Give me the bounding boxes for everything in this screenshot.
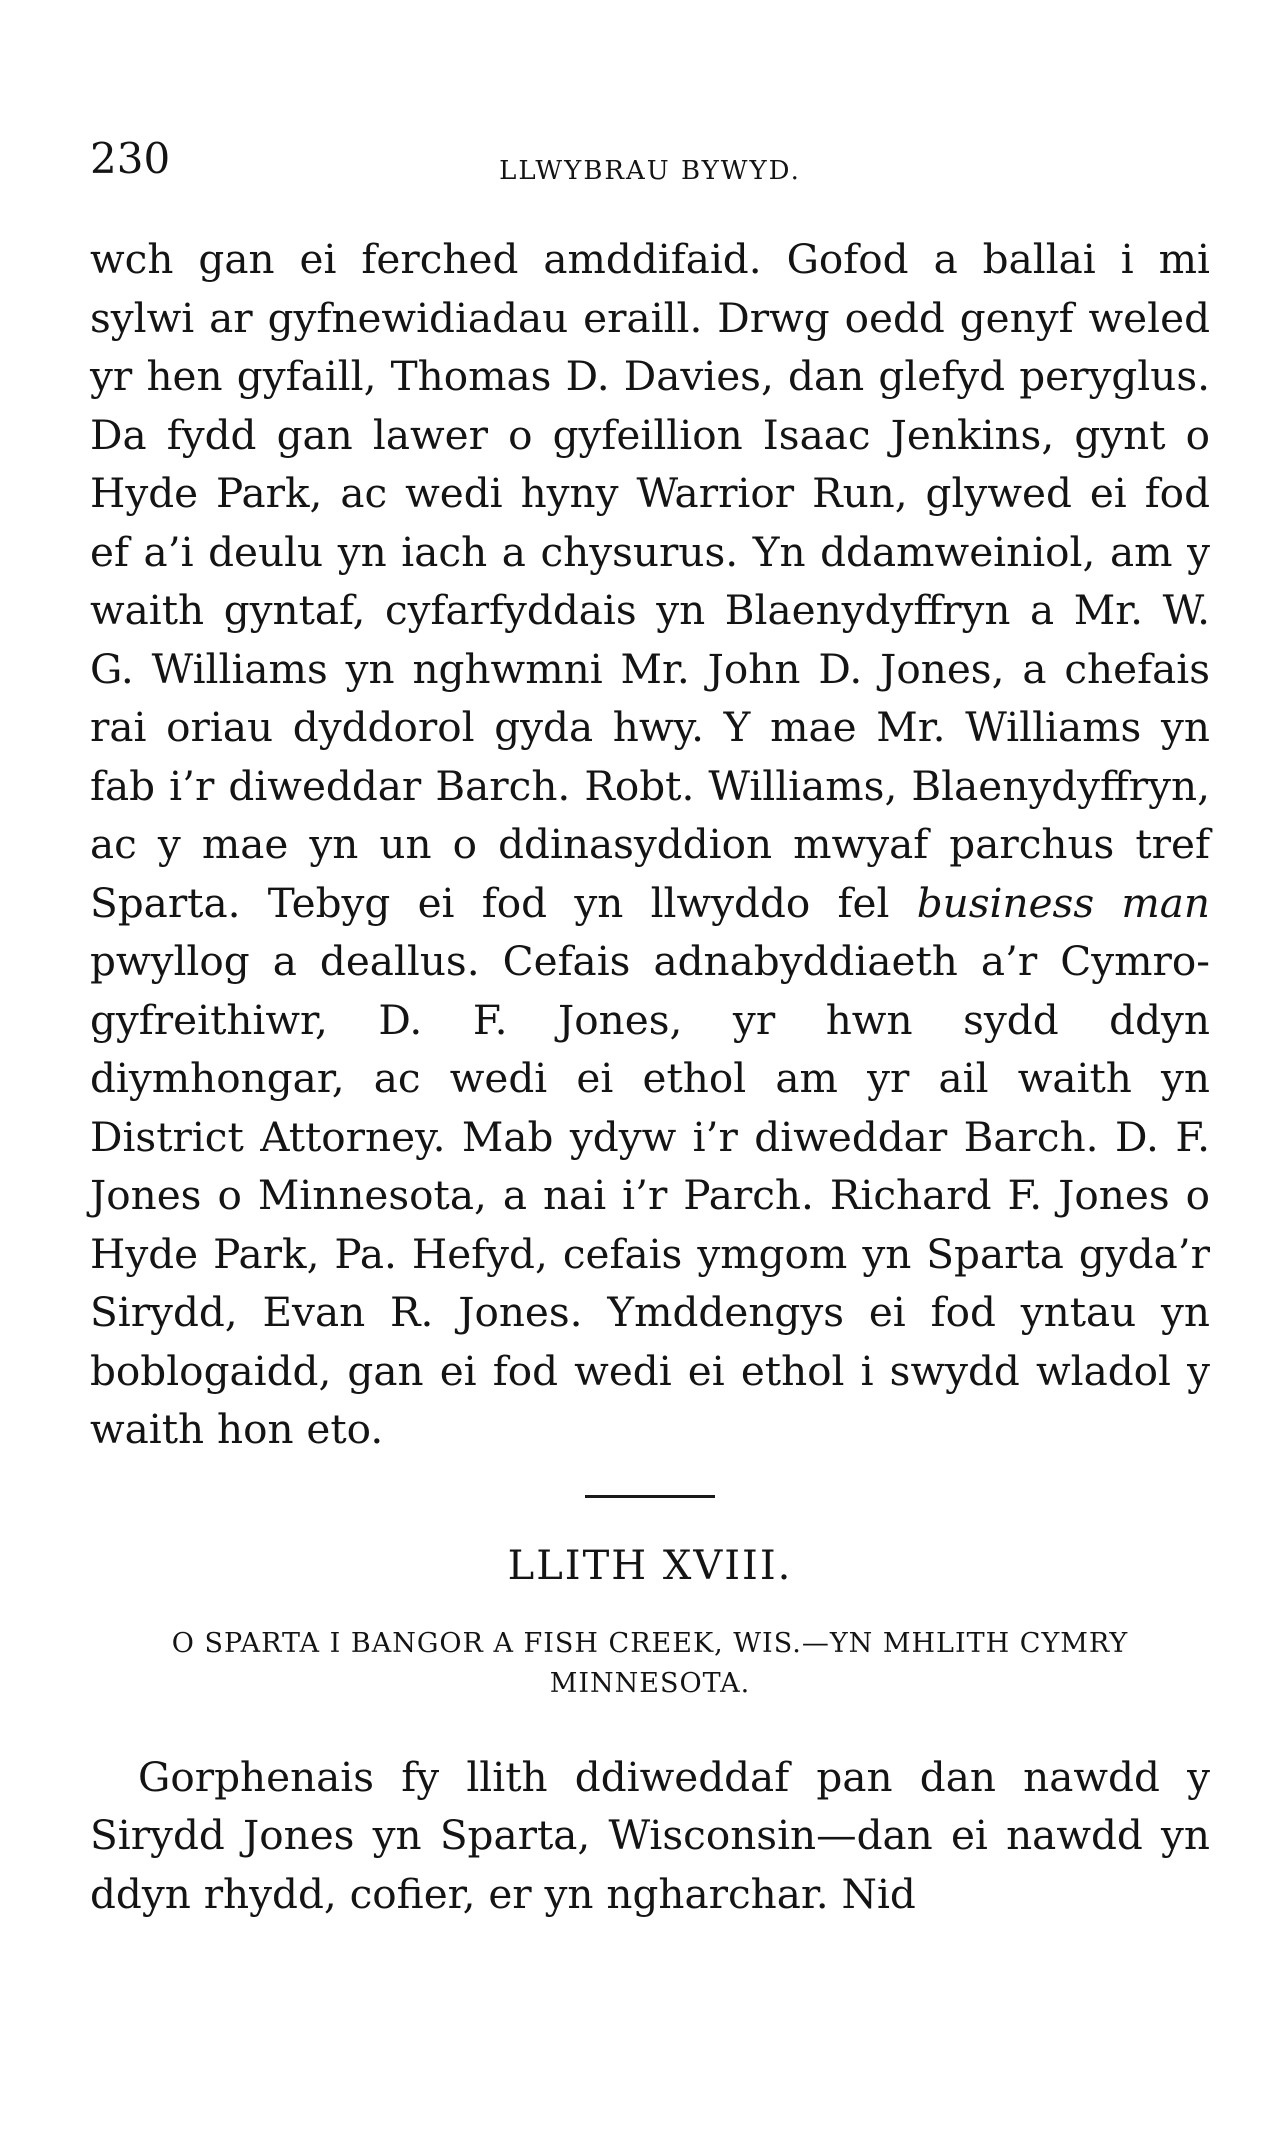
running-title: LLWYBRAU BYWYD. [499,156,801,186]
chapter-summary: O SPARTA I BANGOR A FISH CREEK, WIS.—YN MHLITH CYMRY MINNESOTA. [171,1627,1129,1699]
chapter-body [90,1748,1210,1924]
book-page [90,120,1210,1923]
paragraph-text-part-2: pwyllog a deallus. Cefais adnabyddiaeth a’r Cymro-gyfreithiwr, D. F. Jones, yr hwn sydd ddyn diymhongar, ac wedi ei ethol am yr ail waith yn District Attorney. Mab ydyw i’r diweddar Barch. D. F. Jones o Minnesota, a nai i’r Parch. Richard F. Jones o Hyde Park, Pa. Hefyd, cefais ymgom yn Sparta gyda’r Sirydd, Evan R. Jones. Ymddengys ei fod yntau yn boblogaidd, gan ei fod wedi ei ethol i swydd wladol y waith hon eto. [90,937,1210,1453]
chapter-heading: LLITH XVIII. [507,1542,793,1589]
chapter-opening-paragraph: Gorphenais fy llith ddiweddaf pan dan nawdd y Sirydd Jones yn Sparta, Wisconsin—dan ei nawdd yn ddyn rhydd, cofier, er yn ngharchar. Nid [90,1752,1210,1918]
running-head [90,120,1210,190]
section-divider-rule [585,1495,715,1498]
italic-phrase: business man [916,878,1211,927]
paragraph-text-part-1: wch gan ei ferched amddifaid. Gofod a ballai i mi sylwi ar gyfnewidiadau eraill. Drwg oedd genyf weled yr hen gyfaill, Thomas D. Davies, dan glefyd peryglus. Da fydd gan lawer o gyfeillion Isaac Jenkins, gynt o Hyde Park, ac wedi hyny Warrior Run, glywed ei fod ef a’i deulu yn iach a chysurus. Yn ddamweiniol, am y waith gyntaf, cyfarfyddais yn Blaenydyffryn a Mr. W. G. Williams yn nghwmni Mr. John D. Jones, a chefais rai oriau dyddorol gyda hwy. Y mae Mr. Williams yn fab i’r diweddar Barch. Robt. Williams, Blaenydyffryn, ac y mae yn un o ddinasyddion mwyaf parchus tref Sparta. Tebyg ei fod yn llwyddo fel [90,235,1210,927]
continued-paragraph [90,230,1210,1459]
page-number: 230 [90,134,171,183]
continued-text [90,230,1210,1459]
